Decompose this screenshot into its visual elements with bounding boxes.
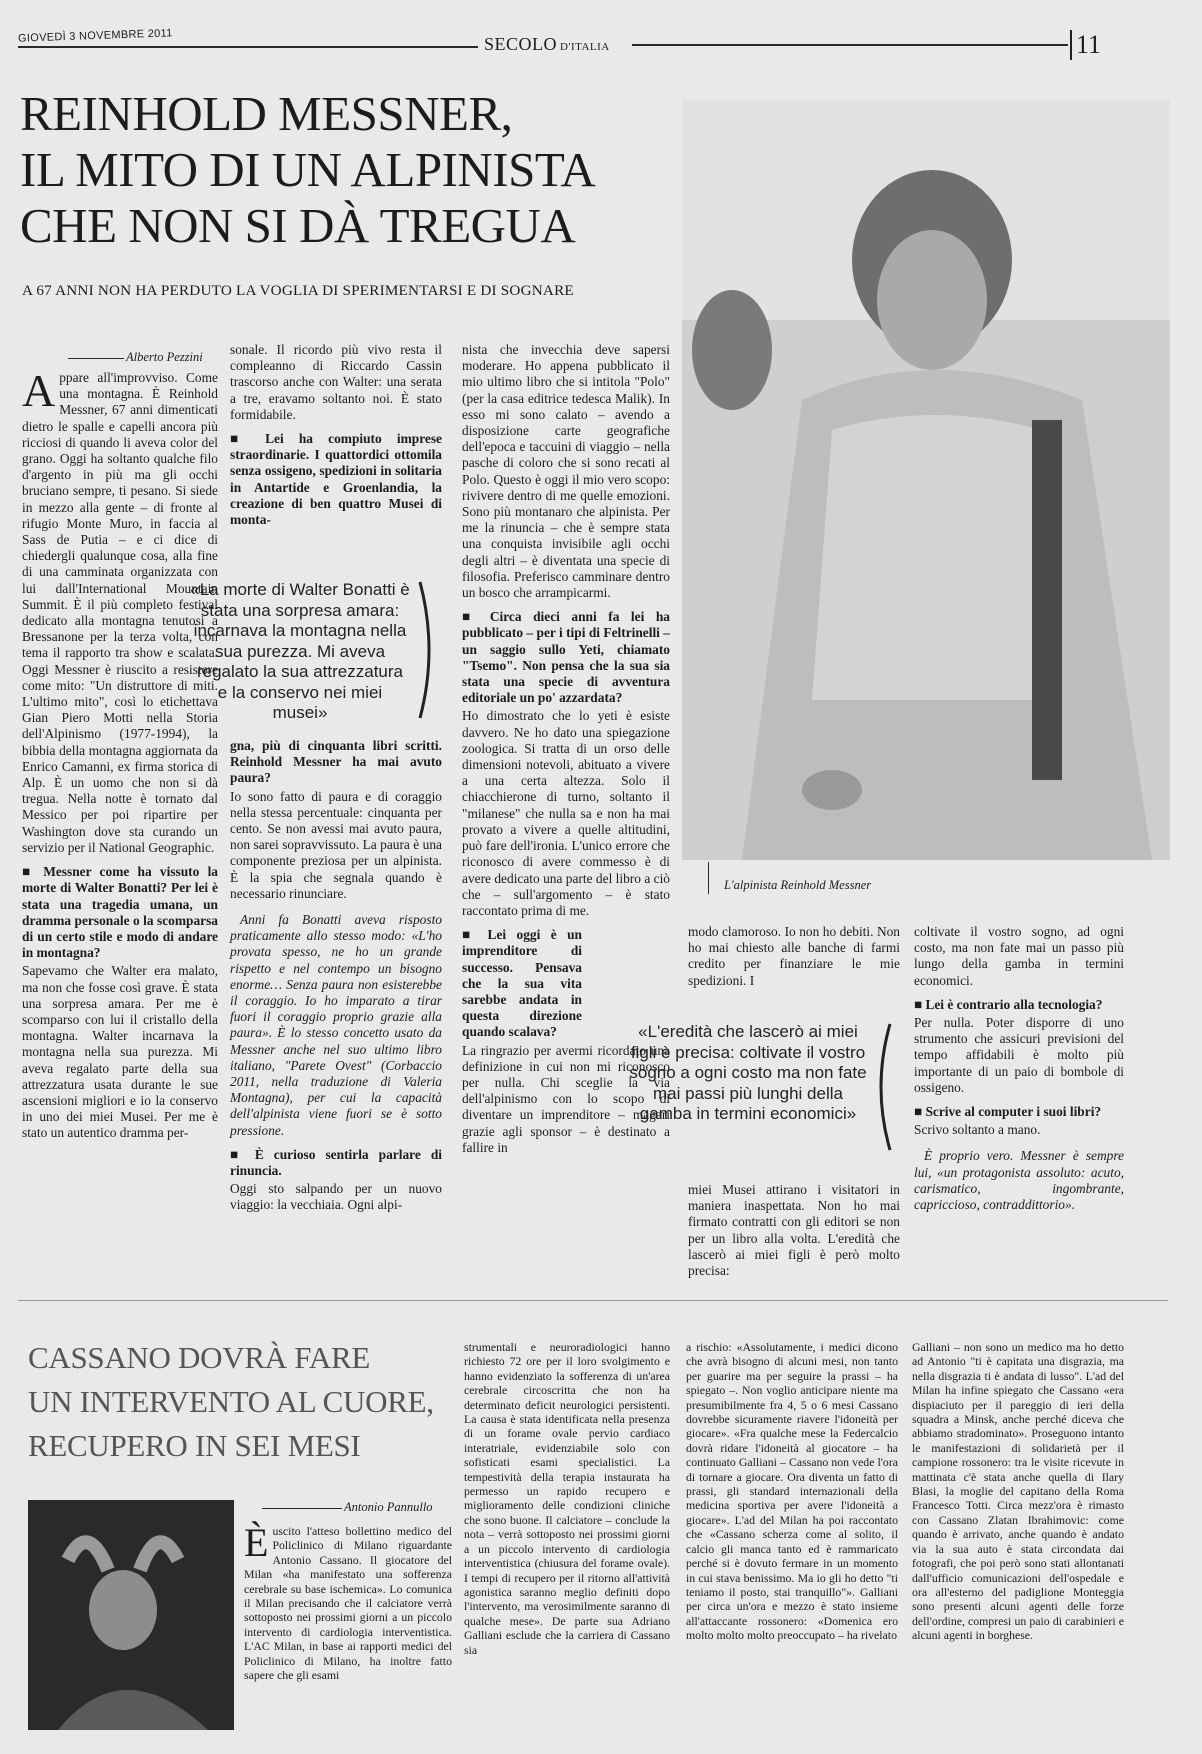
col5-intro: coltivate il vostro sogno, ad ogni costo, ma non fate mai un passo più lungo della gamba in termini economici. — [914, 924, 1124, 988]
answer-rinuncia: Oggi sto salpando per un nuovo viaggio: la vecchiaia. Ogni alpi- — [230, 1181, 442, 1213]
masthead-rule-right — [632, 44, 1068, 46]
answer-yeti: Ho dimostrato che lo yeti è esiste davvero. Ne ho dato una spiegazione zoologica. Si tratta di un orso delle dimensioni notevoli, abituato a vivere a una certa altezza. Solo il chiacchierone di turno, soltanto il "milanese" che nulla sa e non ha mai provato a vivere a quelle altitudini, può fare dell'ironia. L'unico errore che riconosco di avere commesso è di avere dedicato una parte del libro a ciò che – sull'argomento – è stato raccontato prima di me. — [462, 708, 670, 918]
answer-imprenditore: La ringrazio per avermi ricordato una definizione in cui non mi riconosco per nulla. Chi sceglie la via dell'alpinismo con lo scopo di diventare un imprenditore – magari grazie agli sponsor – è destinato a fallire in — [462, 1042, 670, 1155]
pullquote-bracket-2 — [870, 1022, 892, 1152]
dropcap-2: È — [244, 1520, 269, 1565]
answer-tecnologia: Per nulla. Poter disporre di uno strumento che assicuri previsioni del tempo affidabili è molto più importante di un paio di bombole di ossigeno. — [914, 1015, 1124, 1095]
answer-bonatti: Sapevamo che Walter era malato, ma non che fosse così grave. È stata una sorpresa amara. Per me è scomparso con lui il cristallo della montagna. Walter incarnava la montagna nella sua purezza. Mi aveva regalato parte della sua attrezzatura usata durante le sue ascensioni migliori e io la conservo in uno dei miei Musei. Per me è stato un autentico dramma per- — [22, 963, 218, 1141]
page-number: 11 — [1070, 30, 1101, 60]
question-imprese: ■ Lei ha compiuto imprese straordinarie. I quattordici ottomila senza ossigeno, spedizioni in solitaria in Antartide e Groenlandia, la creazione di ben quattro Musei di monta- — [230, 431, 442, 528]
byline2-author: Antonio Pannullo — [344, 1500, 433, 1514]
question-rinuncia: ■ È curioso sentirla parlare di rinuncia. — [230, 1146, 442, 1179]
article-column-4b — [688, 1182, 900, 1283]
paper-name: SECOLO — [484, 34, 558, 54]
headline-line-1: REINHOLD MESSNER, — [20, 86, 513, 141]
masthead-title — [484, 34, 610, 55]
headline2-line-2: UN INTERVENTO AL CUORE, — [28, 1384, 434, 1419]
answer-paura: Io sono fatto di paura e di coraggio nella stessa percentuale: cinquanta per cento. Se non avessi mai avuto paura, non sarei sopravvissuto. La paura è una componente preziosa per un alpinista. È la spia che segnala quando è necessario rinunciare. — [230, 788, 442, 901]
col3-intro: nista che invecchia deve sapersi moderare. Ho appena pubblicato il mio ultimo libro che si intitola "Polo" (per la casa editrice tedesca Malik). In esso mi sono calato – avendo a disposizione carte geografiche dell'epoca e taccuini di viaggio – nella pasche di coloro che si sono recati al Polo. Questo è oggi il mio vero scopo: rivivere dentro di me quelle emozioni. Sono più montanaro che alpinista. Per me la rinuncia – che è sempre stata una conquista invisibile agli occhi degli altri – è diventata una specie di filosofia. Preferisco camminare dentro un bosco che arrampicarmi. — [462, 342, 670, 601]
byline-author: Alberto Pezzini — [126, 350, 203, 364]
photo-caption: L'alpinista Reinhold Messner — [724, 878, 872, 892]
masthead-rule-left — [18, 46, 478, 48]
question-tecnologia: ■ Lei è contrario alla tecnologia? — [914, 996, 1103, 1012]
col1-intro: ppare all'improvviso. Come una montagna. È Reinhold Messner, 67 anni dimenticati dietro le spalle e capelli ancora più ricciosi di quando li aveva color del grano. Oggi ha soltanto qualche filo d'argento in più ma gli occhi bruciano sempre, ti pesano. Si siede in mezzo alla gente – di fronte al rifugio Monte Muro, in faccia al Sass de Putia – e ci dice di chiedergli qualunque cosa, alla fine di una camminata organizzata con lui dall'International Mountain Summit. È il più completo festival dedicato alla montagna tenutosi a Bressanone per la terza volta, con tema il rapporto tra show e scalata. Oggi Messner è riuscito a resistere come mito: "Un distruttore di miti. L'ultimo mito", così lo etichettava Gian Piero Motti nella Storia dell'Alpinismo (1977-1994), la bibbia della montagna aggiornata da Enrico Camanni, ex firma storica di Alp. È un uomo che non si dà tregua. Nella notte è tornato dal Messico per poi ripartire per Washington dove sta curando un servizio per il National Geographic. — [22, 370, 218, 855]
note-bonatti: Anni fa Bonatti aveva risposto praticamente allo stesso modo: «L'ho provata spesso, ne ho un grande rispetto e nel contempo un bisogno enorme… Senza paura non esisterebbe il coraggio. Io ho imparato a tirar fuori il coraggio proprio grazie alla paura». È lo stesso concetto usato da Messner anche nel suo ultimo libro italiano, "Parete Ovest" (Corbaccio 2011, nella traduzione di Valeria Montagna), per cui la capacità dell'alpinista viene fuori se è sotto pressione. — [230, 912, 442, 1138]
article-column-1 — [22, 365, 218, 1146]
article-column-2b — [230, 738, 442, 1218]
question-bonatti: ■ Messner come ha vissuto la morte di Walter Bonatti? Per lei è stata una tragedia umana, un dramma personale o la scomparsa di un certo stile e modo di andare in montagna? — [22, 864, 218, 961]
headline-cassano — [28, 1336, 468, 1468]
article-column-4 — [688, 924, 900, 993]
cassano-photo — [28, 1500, 234, 1730]
closing-note: È proprio vero. Messner è sempre lui, «un protagonista assoluto: acuto, carismatico, ingombrante, capriccioso, contraddittorio». — [914, 1148, 1124, 1213]
question-imprenditore: ■ Lei oggi è un imprenditore di successo. Pensava che la sua vita sarebbe andata in questa direzione quando scalava? — [462, 927, 582, 1040]
byline2-rule — [262, 1508, 342, 1509]
headline-line-2: IL MITO DI UN ALPINISTA — [20, 142, 596, 197]
question-paura: gna, più di cinquanta libri scritti. Reinhold Messner ha mai avuto paura? — [230, 738, 442, 786]
paper-suffix: D'ITALIA — [560, 41, 610, 53]
col2-intro: sonale. Il ricordo più vivo resta il compleanno di Riccardo Cassin trascorso anche con Walter: una serata a tre, eravamo soltanto noi. È stato formidabile. — [230, 342, 442, 422]
messner-photo — [682, 100, 1170, 860]
byline-rule — [68, 358, 124, 359]
headline-line-3: CHE NON SI DÀ TREGUA — [20, 198, 576, 253]
messner-photo-image — [682, 100, 1170, 860]
pullquote-eredita: «L'eredità che lascerò ai miei figli è precisa: coltivate il vostro sogno a ogni costo ma non fate mai passi più lunghi della gamba in termini economici» — [629, 1022, 867, 1123]
pullquote-bonatti: «La morte di Walter Bonatti è stata una sorpresa amara: incarnava la montagna nella sua purezza. Mi aveva regalato la sua attrezzatura e la conservo nei miei musei» — [190, 580, 410, 722]
article-column-5 — [914, 924, 1124, 1217]
col4-end: miei Musei attirano i visitatori in maniera inaspettata. Non ho mai firmato contratti con gli editori se non per un libro alla volta. L'eredità che lascerò ai miei figli è però molto precisa: — [688, 1182, 900, 1279]
cassano-column-1: Èuscito l'atteso bollettino medico del Policlinico di Milano riguardante Antonio Cassano. Il giocatore del Milan «ha manifestato una sofferenza cerebrale su base ischemica». Lo comunica il Milan precisando che il calciatore verrà sottoposto nei prossimi giorni a un piccolo intervento di cardiologia interventistica. L'AC Milan, in base ai rapporti medici del Policlinico di Milano, ha inoltre fatto sapere che gli esami — [244, 1520, 452, 1683]
issue-date: GIOVEDÌ 3 NOVEMBRE 2011 — [17, 27, 173, 45]
headline-messner — [20, 86, 680, 254]
col4-intro: modo clamoroso. Io non ho debiti. Non ho mai chiesto alle banche di farmi credito per finanziare le mie spedizioni. I — [688, 924, 900, 988]
caption-rule — [708, 862, 709, 894]
question-computer: ■ Scrive al computer i suoi libri? — [914, 1104, 1102, 1120]
answer-computer: Scrivo soltanto a mano. — [914, 1122, 1041, 1138]
pullquote-bracket-1 — [418, 580, 440, 720]
section-divider — [18, 1300, 1168, 1301]
headline2-line-3: RECUPERO IN SEI MESI — [28, 1428, 361, 1463]
dropcap: A — [22, 365, 56, 416]
headline2-line-1: CASSANO DOVRÀ FARE — [28, 1340, 370, 1375]
question-yeti: ■ Circa dieci anni fa lei ha pubblicato – per i tipi di Feltrinelli – un saggio sullo Yeti, chiamato "Tsemo". Non pensa che la sua sia stata una specie di avventura editoriale un po' azzardata? — [462, 609, 670, 706]
cassano-column-3: a rischio: «Assolutamente, i medici dicono che avrà bisogno di alcuni mesi, non tanto per guarire ma per seguire la prassi – ha spiegato –. Non voglio anticipare niente ma presumibilmente fra 4, 5 o 6 mesi Cassano dovrebbe sicuramente riavere l'idoneità per giocare». «Fra qualche mese la Federcalcio dovrà ridare l'idoneità al giocatore – ha continuato Galliani – Cassano non vede l'ora di tornare a giocare. Ora diventa un fatto di prassi, gli standard internazionali della medicina sportiva per avere l'idoneità a giocare». L'ad del Milan ha poi raccontato che «Cassano scherza come al solito, il calcio gli manca tanto ed è rammaricato perché si è dovuto fermare in un momento in cui stava benissimo. Ma io gli ho detto "ti teniamo il posto, stai tranquillo"». Galliani per circa un'ora e mezzo è stato insieme all'attaccante rossonero: «Domenica ero molto molto molto preoccupato – ha rivelato — [686, 1340, 898, 1643]
cassano-column-4: Galliani – non sono un medico ma ho detto ad Antonio "ti è capitata una disgrazia, ma nella disgrazia ti è andata di lusso". L'ad del Milan ha infine spiegato che Cassano «era dispiaciuto per il pareggio di ieri della squadra a Minsk, anche perché diceva che abbiamo stradominato». Proseguono intanto le manifestazioni di solidarietà per il campione rossonero: tra le visite ricevute in mattinata c'è stata anche quella di Ilary Blasi, la moglie del capitano della Roma Francesco Totti. Circa mezz'ora è rimasto con Cassano Zlatan Ibrahimovic: come quando è arrivato, anche quando è andato via la sua auto è stata circondata dai fotografi, che poi però sono stati allontanati dall'ufficio comunicazioni dell'ospedale e ora all'esterno del padiglione Monteggia sono presenti alcuni agenti delle forze dell'ordine, compresi un paio di carabinieri e alcuni agenti in borghese. — [912, 1340, 1124, 1643]
cassano-photo-image — [28, 1500, 234, 1730]
subheadline-messner: A 67 ANNI NON HA PERDUTO LA VOGLIA DI SPERIMENTARSI E DI SOGNARE — [22, 282, 574, 299]
cassano-column-2: strumentali e neuroradiologici hanno richiesto 72 ore per il loro svolgimento e hanno evidenziato la sofferenza di un'area cerebrale circoscritta che non ha determinato deficit neurologici persistenti. La causa è stata identificata nella presenza di un forame ovale pervio cardiaco interatriale, evidenziabile solo con sofisticati esami specialistici. La tempestività della terapia instaurata ha permesso un rapido recupero e miglioramento delle condizioni cliniche che sono buone. Il calciatore – conclude la nota – verrà sottoposto nei prossimi giorni a un piccolo intervento di cardiologia interventistica (chiusura del forame ovale). I tempi di recupero per il ritorno all'attività agonistica saranno meglio definiti dopo l'intervento, ma verosimilmente saranno di qualche mese». De parte sua Adriano Galliani esclude che la carriera di Cassano sia — [464, 1340, 670, 1657]
article-column-2 — [230, 342, 442, 530]
